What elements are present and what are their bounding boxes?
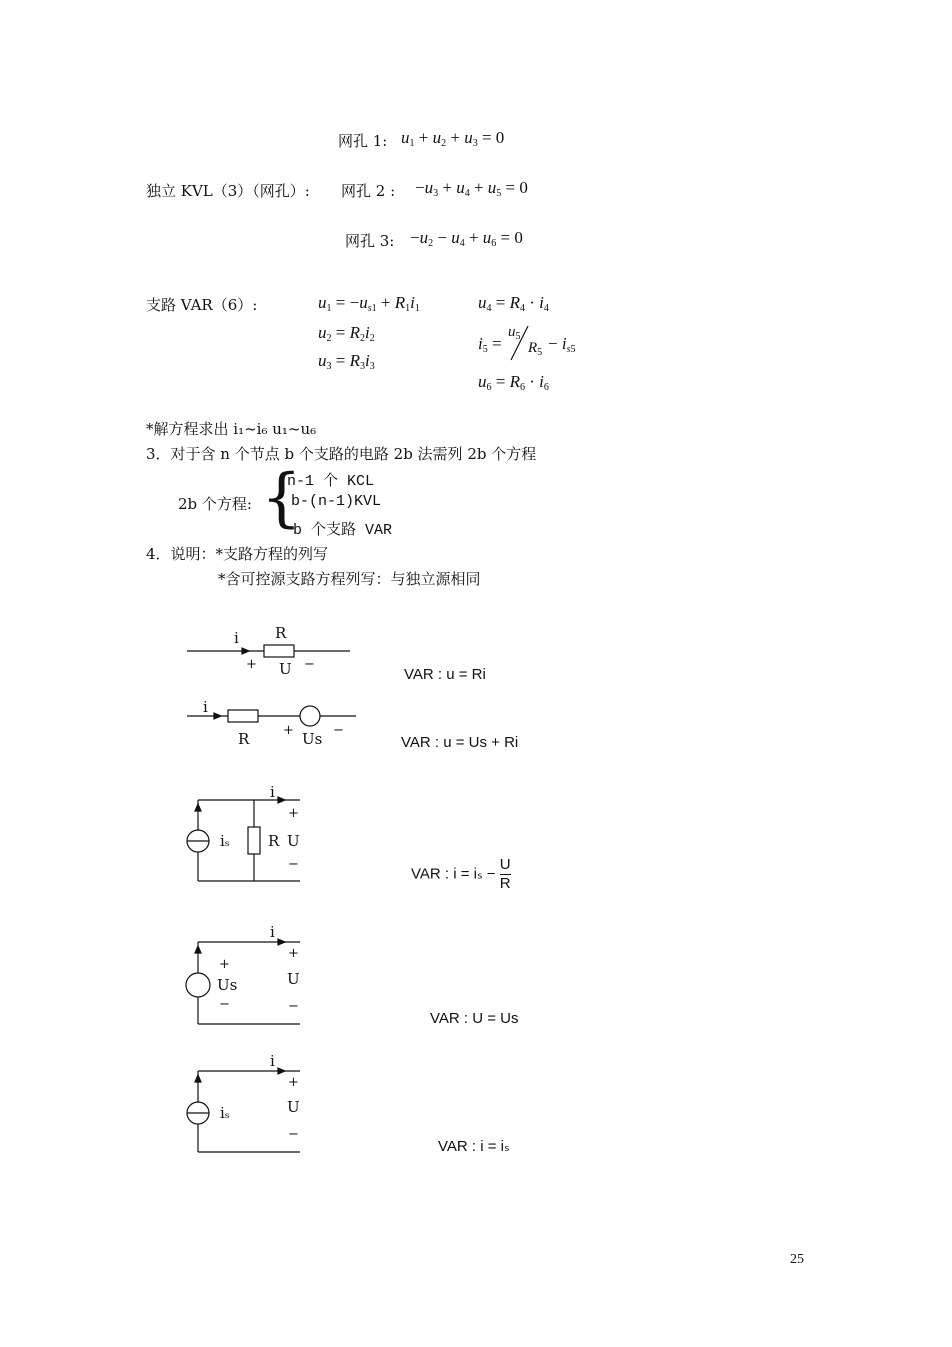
c5-source-label: iₛ xyxy=(220,1104,230,1122)
item-3: 3．对于含 n 个节点 b 个支路的电路 2b 法需列 2b 个方程 xyxy=(146,445,537,463)
c2-resistor-label: R xyxy=(238,730,250,748)
branch-eq-5: $i_5$ = $u_5$ $R_5$ − $i_{s5}$ xyxy=(478,330,588,364)
mesh1-label: 网孔 1: xyxy=(338,132,388,150)
c3-var-equation xyxy=(411,856,511,893)
c3-var-fraction xyxy=(500,856,511,893)
c1-current-label: i xyxy=(234,629,239,647)
c4-source-plus: + xyxy=(219,957,230,972)
branch-eq-2: $u_2 = R_2i_2$ xyxy=(318,323,375,344)
c3-current-label: i xyxy=(270,783,275,801)
mesh1-equation: $u_1 + u_2 + u_3 = 0$ xyxy=(401,128,505,149)
solve-line: *解方程求出 i₁~i₆ u₁~u₆ xyxy=(146,420,317,438)
c4-plus: + xyxy=(288,946,299,961)
c3-source-label: iₛ xyxy=(220,832,230,850)
circuit-2-series-source-branch xyxy=(187,706,356,726)
c5-voltage-label: U xyxy=(287,1098,300,1116)
mesh3-equation: $-u_2 - u_4 + u_6 = 0$ xyxy=(410,228,523,249)
mesh3-label: 网孔 3: xyxy=(345,232,395,250)
circuit-5-current-source xyxy=(187,1068,300,1152)
equations-group-label: 2b 个方程: xyxy=(178,495,252,513)
c2-current-label: i xyxy=(203,698,208,716)
c5-plus: + xyxy=(288,1075,299,1090)
branch-var-label: 支路 VAR（6）: xyxy=(146,296,258,314)
c4-voltage-label: U xyxy=(287,970,300,988)
item-4-line2: *含可控源支路方程列写：与独立源相同 xyxy=(218,570,481,588)
mesh2-label: 网孔 2 : xyxy=(341,182,396,200)
c2-var-equation: VAR : u = Us + Ri xyxy=(401,734,519,751)
left-brace: { xyxy=(261,461,302,535)
equation-item-2: b-(n-1)KVL xyxy=(291,493,382,510)
circuit-1-resistor-branch xyxy=(187,645,350,657)
c4-var-equation: VAR : U = Us xyxy=(430,1010,519,1027)
c2-minus: − xyxy=(333,723,344,738)
circuit-3-current-source-parallel xyxy=(187,797,300,881)
branch-eq-3: $u_3 = R_3i_3$ xyxy=(318,351,375,372)
c3-minus: − xyxy=(288,857,299,872)
c5-minus: − xyxy=(288,1127,299,1142)
page-number: 25 xyxy=(790,1252,804,1267)
c3-plus: + xyxy=(288,806,299,821)
c3-var-denominator: R xyxy=(499,875,511,892)
c4-minus: − xyxy=(288,999,299,1014)
c1-voltage-label: U xyxy=(279,660,292,678)
c2-plus: + xyxy=(283,723,294,738)
c3-voltage-label: U xyxy=(287,832,300,850)
c1-resistor-label: R xyxy=(275,624,287,642)
branch-eq-6: $u_6 = R_6 \cdot i_6$ xyxy=(478,372,549,393)
equation-item-3: b 个支路 VAR xyxy=(293,522,393,539)
c4-current-label: i xyxy=(270,923,275,941)
c1-plus: + xyxy=(246,657,257,672)
equation-item-1: n-1 个 KCL xyxy=(287,473,375,490)
kvl-group-label: 独立 KVL（3）（网孔）: xyxy=(146,182,310,200)
c1-minus: − xyxy=(304,657,315,672)
c2-source-label: Us xyxy=(302,730,323,748)
c1-var-equation: VAR : u = Ri xyxy=(404,666,486,683)
branch-eq-4: $u_4 = R_4 \cdot i_4$ xyxy=(478,293,549,314)
mesh2-equation: $-u_3 + u_4 + u_5 = 0$ xyxy=(415,178,528,199)
circuit-4-voltage-source xyxy=(186,939,300,1024)
c3-resistor-label: R xyxy=(268,832,280,850)
c3-var-numerator: U xyxy=(499,856,511,873)
c4-source-minus: − xyxy=(219,997,230,1012)
branch-eq-1: $u_1 = -u_{s1} + R_1i_1$ xyxy=(318,293,420,314)
c3-var-left: VAR : i = iₛ − xyxy=(411,865,496,883)
c5-current-label: i xyxy=(270,1052,275,1070)
item-4-line1: 4．说明：*支路方程的列写 xyxy=(146,545,329,563)
c5-var-equation: VAR : i = iₛ xyxy=(438,1138,510,1155)
c4-source-label: Us xyxy=(217,976,238,994)
